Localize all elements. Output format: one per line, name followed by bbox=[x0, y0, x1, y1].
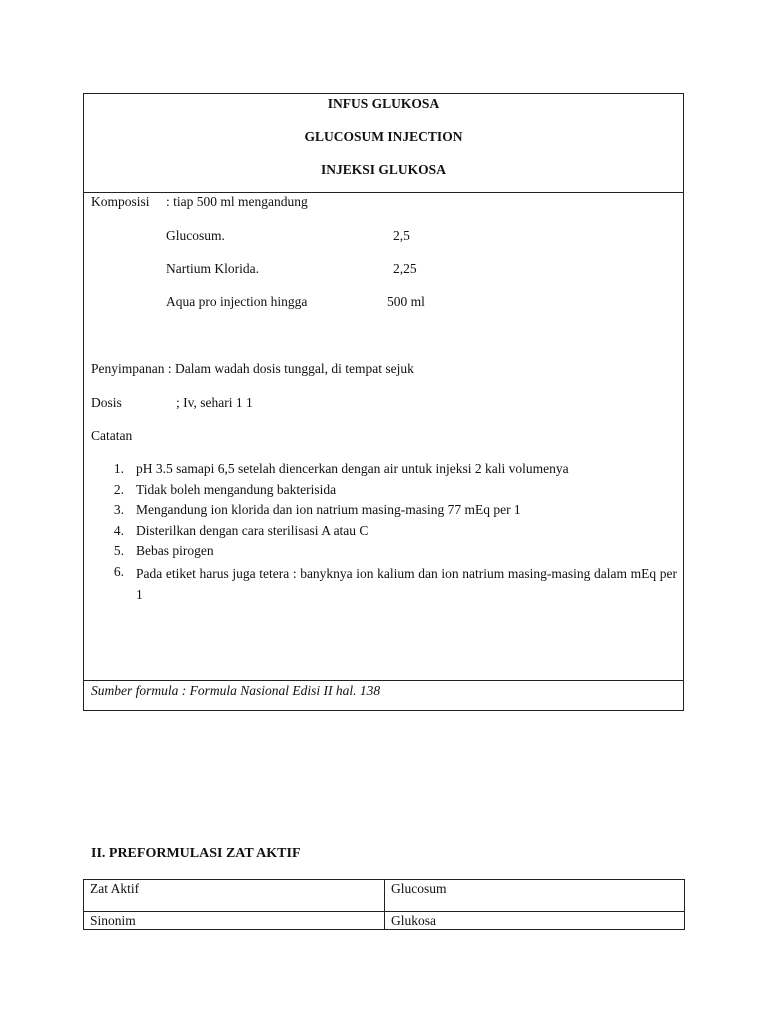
list-item: pH 3.5 samapi 6,5 setelah diencerkan dengan air untuk injeksi 2 kali volumenya bbox=[136, 461, 569, 476]
preformulation-table bbox=[83, 879, 685, 930]
source-text: Sumber formula : Formula Nasional Edisi II hal. 138 bbox=[91, 683, 381, 698]
ingredient-name: Glucosum. bbox=[166, 228, 225, 243]
list-item: Pada etiket harus juga tetera : banyknya ion kalium dan ion natrium masing-masing dalam mEq per 1 bbox=[136, 566, 677, 602]
formula-title-2: GLUCOSUM INJECTION bbox=[304, 129, 463, 144]
ingredient-amount: 2,5 bbox=[393, 228, 410, 243]
formula-box bbox=[83, 93, 684, 711]
ingredient-name: Nartium Klorida. bbox=[166, 261, 259, 276]
list-item: Mengandung ion klorida dan ion natrium masing-masing 77 mEq per 1 bbox=[136, 502, 521, 517]
formula-title-1: INFUS GLUKOSA bbox=[327, 96, 440, 111]
storage-text: Penyimpanan : Dalam wadah dosis tunggal, di tempat sejuk bbox=[91, 361, 414, 376]
header-divider bbox=[84, 192, 683, 193]
dose-value: ; Iv, sehari 1 1 bbox=[176, 395, 253, 410]
list-item-number: 1. bbox=[113, 461, 124, 476]
ingredient-amount: 500 ml bbox=[387, 294, 425, 309]
list-item-number: 5. bbox=[113, 543, 124, 558]
column-divider bbox=[384, 880, 385, 929]
list-item: Disterilkan dengan cara sterilisasi A atau C bbox=[136, 523, 369, 538]
source-divider bbox=[84, 680, 683, 681]
list-item-number: 2. bbox=[113, 482, 124, 497]
table-cell-label: Zat Aktif bbox=[90, 881, 140, 896]
list-item-number: 3. bbox=[113, 502, 124, 517]
dose-label: Dosis bbox=[91, 395, 122, 410]
table-cell-value: Glucosum bbox=[391, 881, 447, 896]
composition-intro: : tiap 500 ml mengandung bbox=[166, 194, 308, 209]
list-item-number: 6. bbox=[113, 564, 124, 579]
table-cell-label: Sinonim bbox=[90, 913, 136, 928]
ingredient-amount: 2,25 bbox=[393, 261, 417, 276]
formula-title-3: INJEKSI GLUKOSA bbox=[321, 162, 446, 177]
row-divider bbox=[84, 911, 684, 912]
ingredient-name: Aqua pro injection hingga bbox=[166, 294, 308, 309]
composition-label: Komposisi bbox=[91, 194, 150, 209]
section-title: II. PREFORMULASI ZAT AKTIF bbox=[91, 846, 301, 861]
list-item: Tidak boleh mengandung bakterisida bbox=[136, 482, 337, 497]
table-cell-value: Glukosa bbox=[391, 913, 436, 928]
list-item: Bebas pirogen bbox=[136, 543, 214, 558]
notes-label: Catatan bbox=[91, 428, 133, 443]
list-item-number: 4. bbox=[113, 523, 124, 538]
